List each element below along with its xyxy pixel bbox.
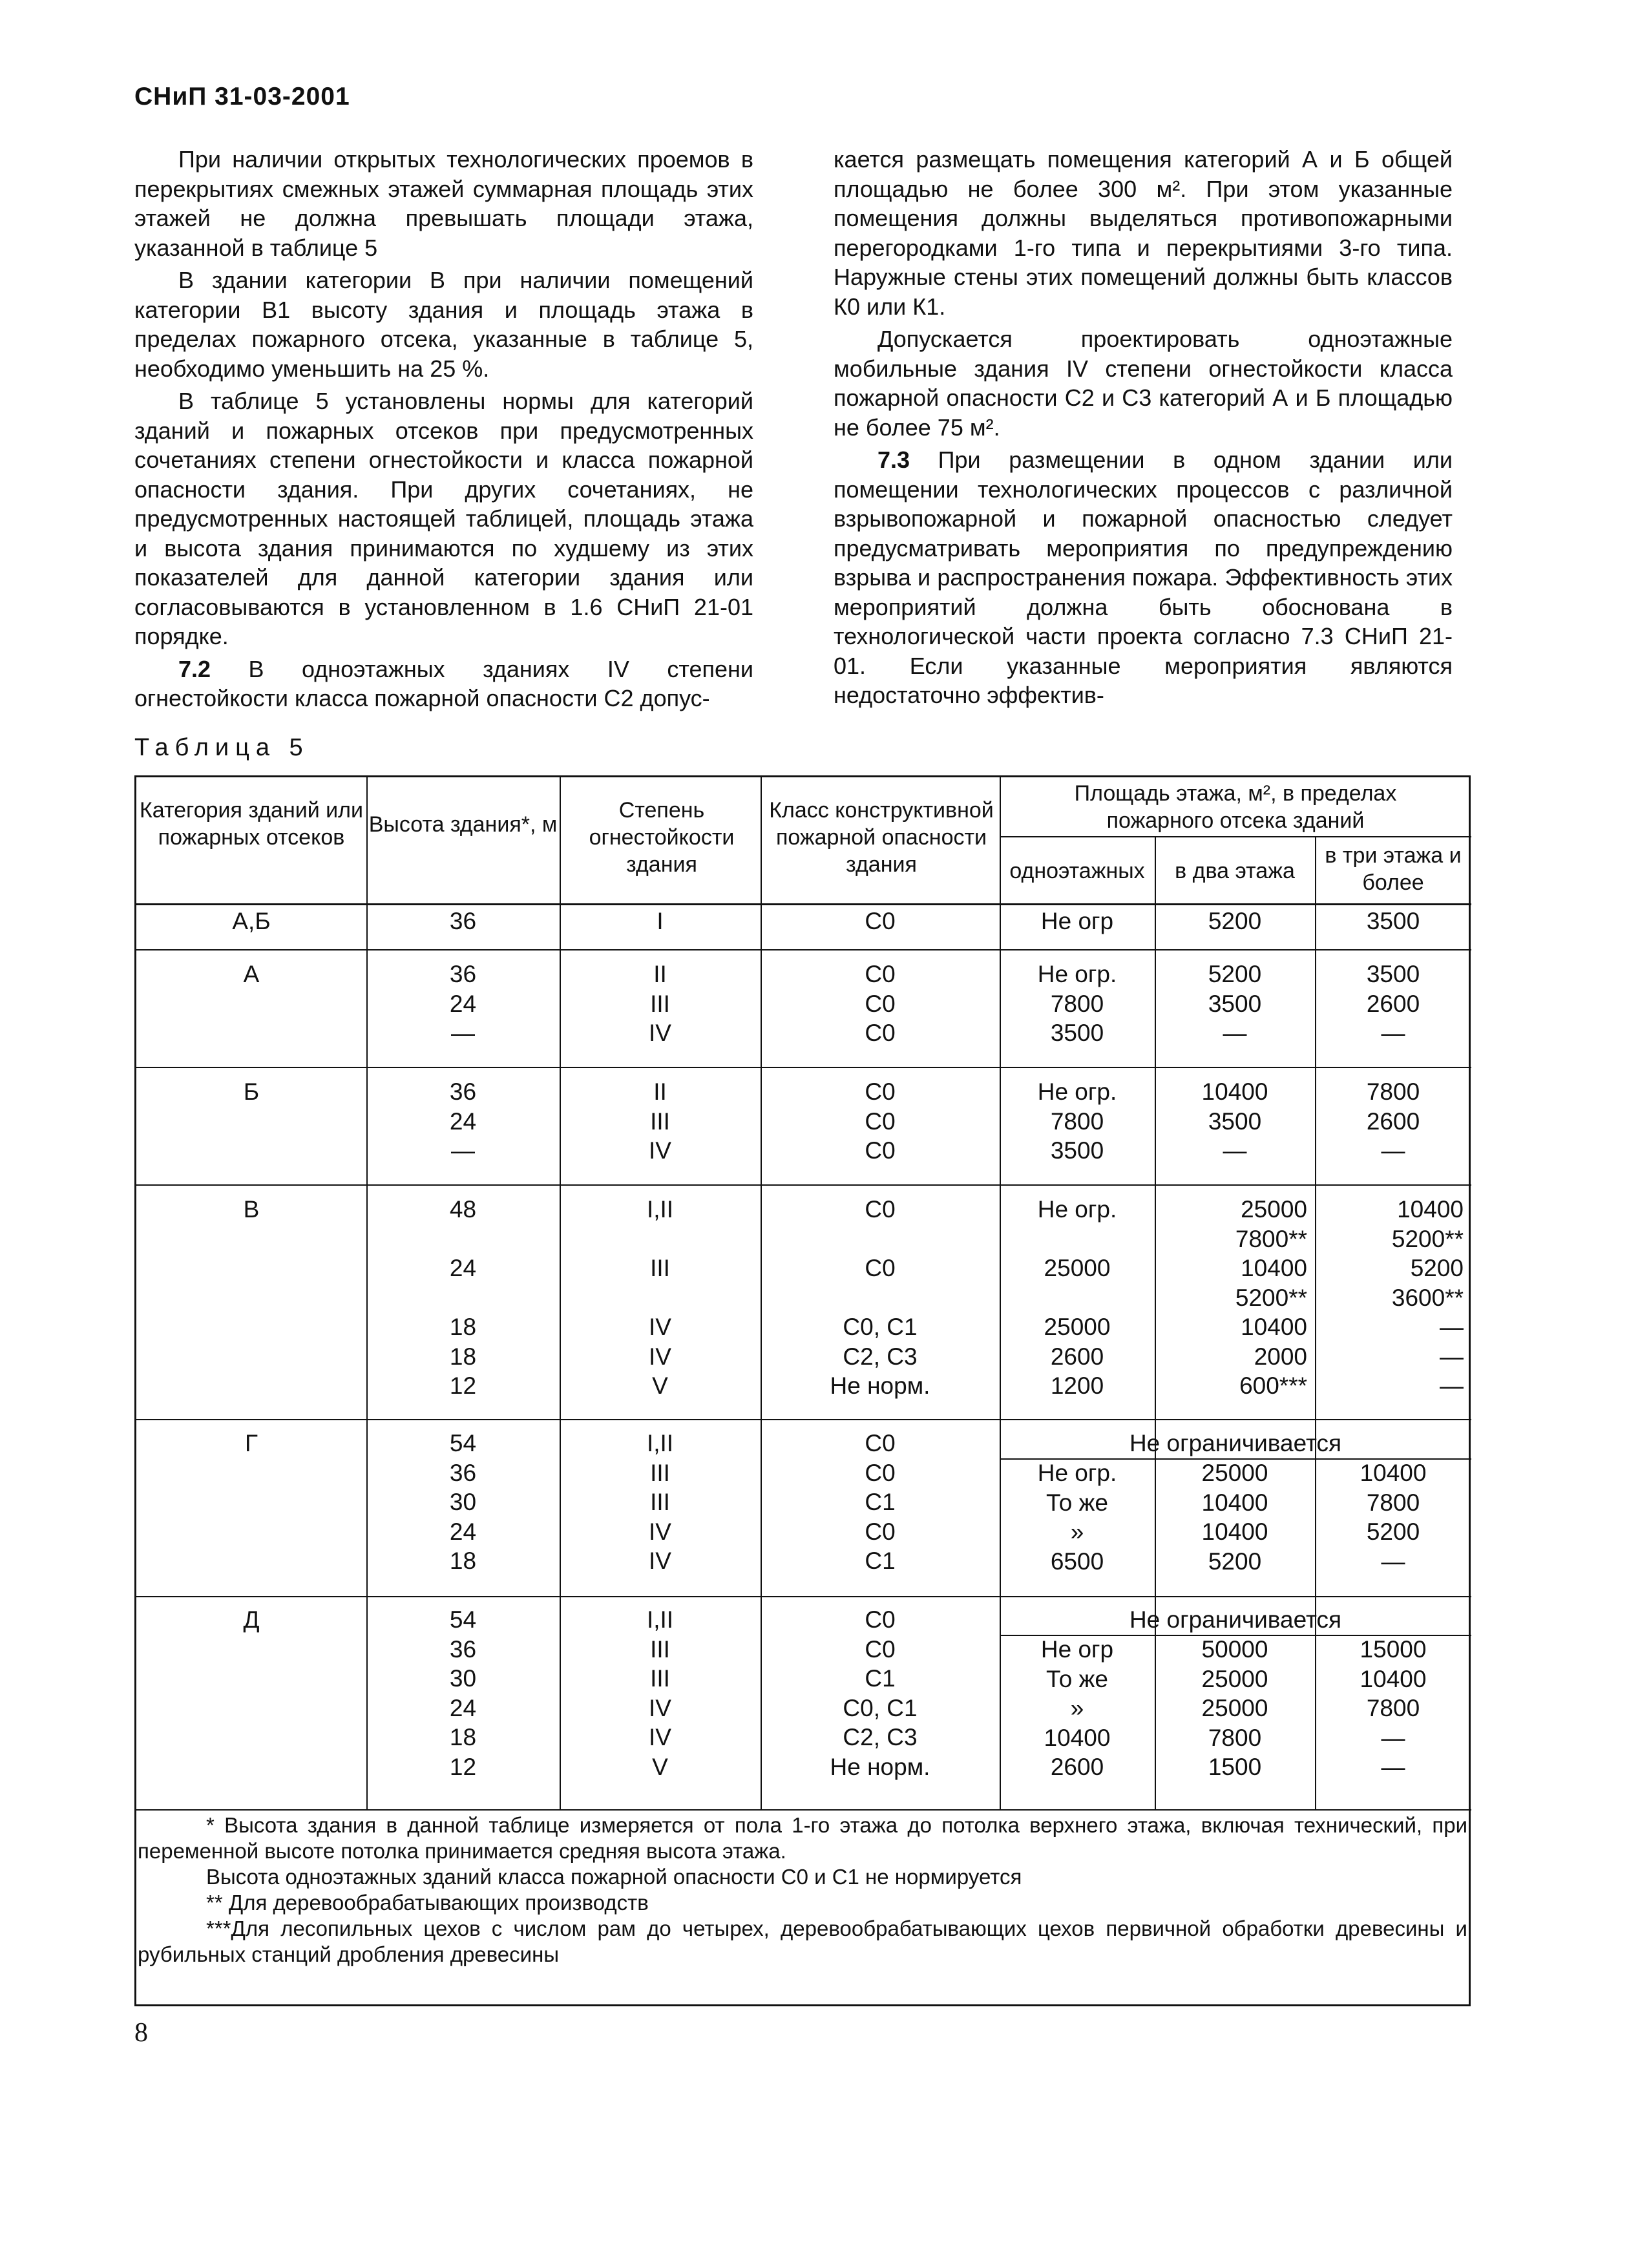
merged-cell: Не ограничивается [1129,1606,1342,1633]
one-floor-cell: Не огр. 25000 25000 2600 1200 [1037,1196,1117,1399]
document-code: СНиП 31-03-2001 [134,83,350,110]
header-fire-resistance: Степень огнестойкости здания [589,798,735,877]
class-cell: С0 С0 С0 [865,961,896,1046]
one-floor-cell: Не огр То же » 10400 2600 [1040,1636,1114,1780]
clause-number: 7.2 [178,655,211,682]
category-cell: А [243,961,260,987]
paragraph: Допускается проектировать одноэтажные мобильные здания IV степени огнестойкости класса пожарной опасности С2 и С3 категорий А и Б площадью не более 75 м². [834,326,1453,441]
header-two-floors: в два этажа [1175,859,1295,883]
class-cell: С0 С0 С0 [865,1078,896,1164]
merged-cell: Не ограничивается [1129,1430,1342,1456]
class-cell: С0 С0 С1 С0 С1 [865,1430,896,1574]
degree-cell: I,II III IV IV V [646,1196,674,1399]
category-cell: Б [243,1078,260,1105]
three-plus-cell: 10400 5200** 5200 3600** — — — [1391,1196,1464,1399]
two-floors-cell: 5200 [1208,908,1262,934]
degree-cell: I,II III III IV IV V [646,1606,674,1780]
left-text-column [134,145,753,717]
note: * Высота здания в данной таблице измеряется от пола 1-го этажа до потолка верхнего этажа, включая технический, при переменной высоте потолка принимается средняя высота этажа. [138,1813,1467,1863]
two-floors-cell: 25000 10400 10400 5200 [1201,1460,1268,1575]
one-floor-cell: Не огр. 7800 3500 [1037,1078,1117,1164]
one-floor-cell: Не огр. То же » 6500 [1037,1460,1117,1575]
height-cell: 54 36 30 24 18 12 [449,1606,477,1780]
two-floors-cell: 25000 7800** 10400 5200** 10400 2000 600*** [1235,1196,1307,1399]
table-caption: Таблица 5 [134,734,310,761]
height-cell: 36 24 — [449,961,477,1046]
table-notes [138,1812,1467,1968]
one-floor-cell: Не огр [1040,908,1114,934]
header-area-group: Площадь этажа, м², в пределах пожарного отсека зданий [1074,781,1397,833]
two-floors-cell: 5200 3500 — [1208,961,1262,1046]
category-cell: Г [244,1430,258,1456]
one-floor-cell: Не огр. 7800 3500 [1037,961,1117,1046]
note: ***Для лесопильных цехов с числом рам до четырех, деревообрабатывающих цехов первичной обработки древесины и рубильных станций дробления древесины [138,1916,1467,1966]
header-three-plus: в три этажа и более [1325,843,1462,895]
paragraph: 7.2 В одноэтажных зданиях IV степени огнестойкости класса пожарной опасности С2 допус- [134,655,753,711]
height-cell: 48 24 18 18 12 [449,1196,477,1399]
height-cell: 36 [449,908,477,934]
three-plus-cell: 10400 7800 5200 — [1360,1460,1427,1575]
paragraph: При наличии открытых технологических проемов в перекрытиях смежных этажей суммарная площадь этих этажей не должна превышать площади этажа, указанной в таблице 5 [134,146,753,261]
height-cell: 36 24 — [449,1078,477,1164]
page-number: 8 [134,2018,148,2048]
header-one-floor: одноэтажных [1009,859,1145,883]
class-cell: С0 [865,908,896,934]
category-cell: А,Б [232,908,271,934]
two-floors-cell: 10400 3500 — [1201,1078,1268,1164]
header-construct-class: Класс конструктивной пожарной опасности здания [769,798,994,877]
three-plus-cell: 3500 2600 — [1366,961,1420,1046]
degree-cell: II III IV [649,961,671,1046]
paragraph: 7.3 При размещении в одном здании или помещении технологических процессов с различной взрывопожарной и пожарной опасностью следует предусматривать мероприятия по предупреждению взрыва и распространения пожара. Эффективность этих мероприятий должна быть обоснована в технологической части проекта согласно 7.3 СНиП 21-01. Если указанные мероприятия являются недостаточно эффектив- [834,446,1453,708]
class-cell: С0 С0 С0, С1 С2, С3 Не норм. [830,1196,930,1399]
degree-cell: I [656,908,664,934]
three-plus-cell: 7800 2600 — [1366,1078,1420,1164]
table-5 [134,775,1471,2006]
paragraph: В здании категории В при наличии помещений категории В1 высоту здания и площадь этажа в пределах пожарного отсека, указанные в таблице 5, необходимо уменьшить на 25 %. [134,267,753,382]
three-plus-cell: 3500 [1366,908,1420,934]
three-plus-cell: 15000 10400 7800 — — [1360,1636,1427,1780]
degree-cell: II III IV [649,1078,671,1164]
class-cell: С0 С0 С1 С0, С1 С2, С3 Не норм. [830,1606,930,1780]
height-cell: 54 36 30 24 18 [449,1430,477,1574]
degree-cell: I,II III III IV IV [646,1430,674,1574]
header-category: Категория зданий или пожарных отсеков [139,798,363,850]
header-height: Высота здания*, м [368,812,558,837]
paragraph: В таблице 5 установлены нормы для категорий зданий и пожарных отсеков при предусмотренных сочетаниях степени огнестойкости и класса пожарной опасности здания. При других сочетаниях, не предусмотренных настоящей таблицей, площадь этажа и высота здания принимаются по худшему из этих показателей для данной категории здания или согласовываются в установленном в 1.6 СНиП 21-01 порядке. [134,388,753,649]
note: Высота одноэтажных зданий класса пожарной опасности С0 и С1 не нормируется [206,1865,1022,1889]
note: ** Для деревообрабатывающих производств [206,1891,649,1915]
right-text-column [834,145,1453,713]
category-cell: Д [243,1606,260,1633]
paragraph: кается размещать помещения категорий А и Б общей площадью не более 300 м². При этом указанные помещения должны выделяться противопожарными перегородками 1-го типа и перекрытиями 3-го типа. Наружные стены этих помещений должны быть классов К0 или К1. [834,146,1453,320]
clause-number: 7.3 [877,446,910,473]
two-floors-cell: 50000 25000 25000 7800 1500 [1201,1636,1268,1780]
category-cell: В [243,1196,260,1223]
